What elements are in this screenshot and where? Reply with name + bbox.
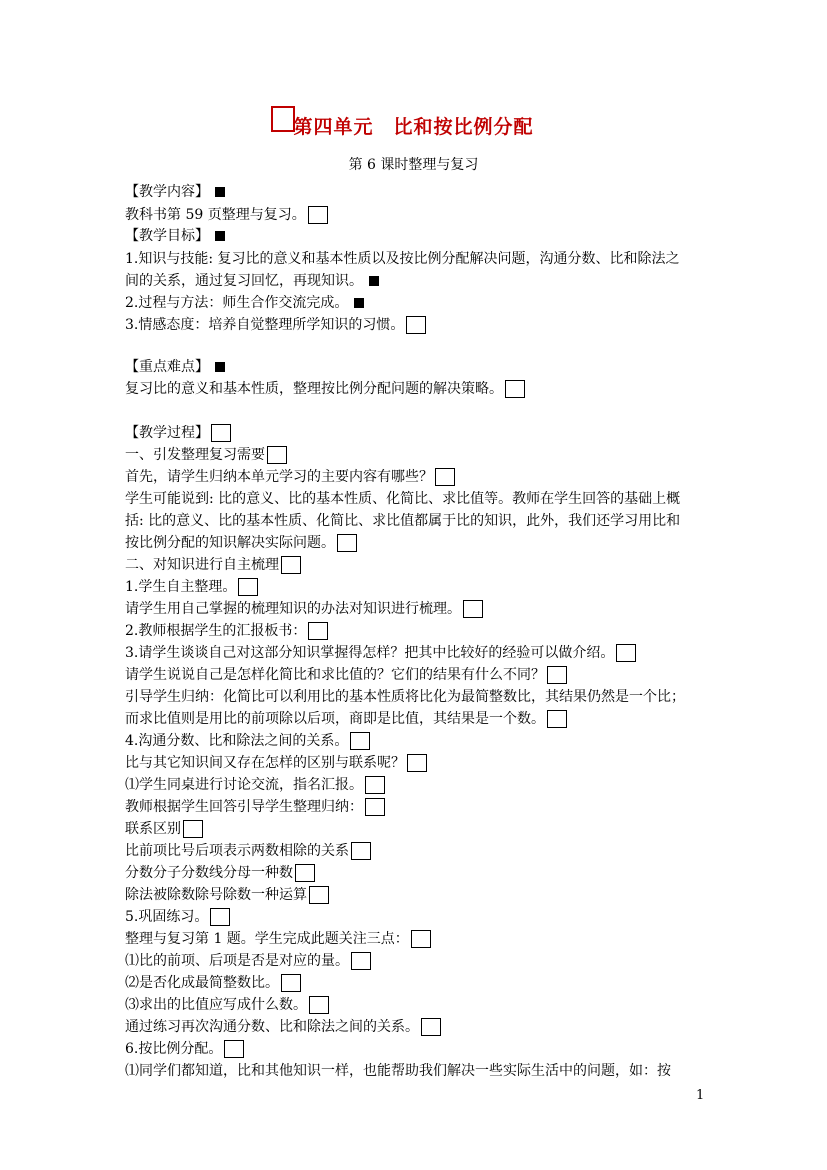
line-text: 6.按比例分配。 [125,1041,223,1057]
line-text: 3.情感态度：培养自觉整理所学知识的习惯。 [125,317,405,333]
line-text: 请学生说说自己是怎样化简比和求比值的？它们的结果有什么不同？ [125,667,545,683]
text-line [125,774,707,796]
text-line [125,884,707,906]
text-line [125,248,707,270]
line-text: 1.知识与技能: 复习比的意义和基本性质以及按比例分配解决问题，沟通分数、比和除法之 [125,251,680,267]
unit-title-text: 第四单元 比和按比例分配 [293,116,534,138]
text-line [125,576,707,598]
empty-box-marker [210,908,230,926]
red-marker-box [271,106,295,132]
line-text: 2.教师根据学生的汇报板书： [125,623,307,639]
text-line [125,708,707,730]
line-text: 按比例分配的知识解决实际问题。 [125,535,335,551]
empty-box-marker [350,732,370,750]
line-text: 分数分子分数线分母一种数 [125,865,293,881]
empty-box-marker [309,996,329,1014]
line-text: 而求比值则是用比的前项除以后项，商即是比值，其结果是一个数。 [125,711,545,727]
line-text: 教师根据学生回答引导学生整理归纳： [125,799,363,815]
line-text: 复习比的意义和基本性质，整理按比例分配问题的解决策略。 [125,381,503,397]
text-line [125,292,707,314]
text-line [125,422,707,444]
line-text: 括: 比的意义、比的基本性质、化简比、求比值都属于比的知识，此外，我们还学习用比和 [125,513,681,529]
empty-box-marker [211,424,231,442]
line-text: 3.请学生谈谈自己对这部分知识掌握得怎样？把其中比较好的经验可以做介绍。 [125,645,615,661]
line-text: ⑶求出的比值应写成什么数。 [125,997,307,1013]
text-line [125,1016,707,1038]
empty-box-marker [183,820,203,838]
text-line [125,906,707,928]
empty-box-marker [365,776,385,794]
empty-box-marker [547,710,567,728]
line-text: ⑵是否化成最简整数比。 [125,975,279,991]
text-line [125,532,707,554]
line-text: 整理与复习第 1 题。学生完成此题关注三点： [125,931,409,947]
text-line [125,444,707,466]
black-square-marker [215,231,225,241]
empty-box-marker [351,952,371,970]
line-text: 4.沟通分数、比和除法之间的关系。 [125,733,349,749]
empty-box-marker [295,864,315,882]
empty-box-marker [238,578,258,596]
empty-box-marker [463,600,483,618]
line-text: 1.学生自主整理。 [125,579,237,595]
empty-box-marker [309,886,329,904]
text-line [125,466,707,488]
text-line [125,994,707,1016]
text-line [125,204,707,226]
lesson-subtitle: 第 6 课时整理与复习 [348,157,479,173]
text-line [125,554,707,576]
empty-box-marker [616,644,636,662]
empty-box-marker [406,316,426,334]
line-text: 一、引发整理复习需要 [125,447,265,463]
empty-box-marker [224,1040,244,1058]
text-line [125,950,707,972]
line-text: 除法被除数除号除数一种运算 [125,887,307,903]
text-line [125,225,707,247]
text-line [125,270,707,292]
line-text: 比与其它知识间又存在怎样的区别与联系呢？ [125,755,405,771]
empty-box-marker [308,206,328,224]
empty-box-marker [421,1018,441,1036]
line-text: 学生可能说到: 比的意义、比的基本性质、化简比、求比值等。教师在学生回答的基础上概 [125,491,681,507]
line-text: 通过练习再次沟通分数、比和除法之间的关系。 [125,1019,419,1035]
line-text: 【教学过程】 [125,425,209,441]
empty-box-marker [281,974,301,992]
empty-box-marker [435,468,455,486]
line-text: 【教学目标】 [125,228,209,244]
empty-box-marker [308,622,328,640]
text-line [125,862,707,884]
line-text: 【教学内容】 [125,184,209,200]
line-text: 教科书第 59 页整理与复习。 [125,207,306,223]
text-line [125,840,707,862]
page-number: 1 [696,1088,705,1103]
text-line [125,928,707,950]
empty-box-marker [267,446,287,464]
text-line [125,818,707,840]
text-line [125,1060,707,1082]
text-line [125,314,707,336]
text-line [125,730,707,752]
text-line [125,796,707,818]
line-text: 联系区别 [125,821,181,837]
text-line [125,972,707,994]
empty-box-marker [337,534,357,552]
text-line [125,664,707,686]
line-text: 请学生用自己掌握的梳理知识的办法对知识进行梳理。 [125,601,461,617]
line-text: 间的关系，通过复习回忆，再现知识。 [125,273,363,289]
line-text: 比前项比号后项表示两数相除的关系 [125,843,349,859]
empty-box-marker [351,842,371,860]
title-wrap [0,112,827,139]
text-line [125,378,707,400]
line-text: 5.巩固练习。 [125,909,209,925]
line-text: 首先，请学生归纳本单元学习的主要内容有哪些？ [125,469,433,485]
line-text: ⑴比的前项、后项是否是对应的量。 [125,953,349,969]
line-text: 引导学生归纳：化简比可以利用比的基本性质将比化为最简整数比，其结果仍然是一个比； [125,689,685,705]
line-text: 二、对知识进行自主梳理 [125,557,279,573]
line-text: ⑴学生同桌进行讨论交流，指名汇报。 [125,777,363,793]
text-line [125,181,707,203]
empty-box-marker [547,666,567,684]
line-text: ⑴同学们都知道，比和其他知识一样，也能帮助我们解决一些实际生活中的问题，如：按 [125,1063,671,1079]
unit-title [293,112,533,139]
empty-box-marker [281,556,301,574]
empty-box-marker [505,380,525,398]
black-square-marker [215,362,225,372]
line-text: 2.过程与方法：师生合作交流完成。 [125,295,349,311]
text-line [125,686,707,708]
black-square-marker [354,298,364,308]
line-text: 【重点难点】 [125,359,209,375]
text-line [125,642,707,664]
text-line [125,752,707,774]
text-line [125,1038,707,1060]
empty-box-marker [365,798,385,816]
text-line [125,510,707,532]
text-line [125,488,707,510]
empty-box-marker [407,754,427,772]
text-line [125,598,707,620]
text-line [125,356,707,378]
text-line [125,620,707,642]
black-square-marker [215,187,225,197]
black-square-marker [369,276,379,286]
empty-box-marker [411,930,431,948]
